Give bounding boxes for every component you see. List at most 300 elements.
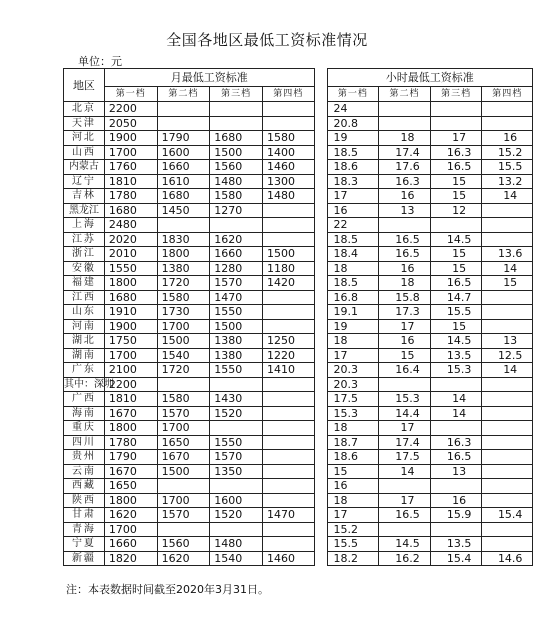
monthly-wage-cell	[262, 522, 314, 537]
hourly-wage-cell	[482, 435, 533, 450]
region-cell: 湖南	[64, 348, 105, 363]
hourly-wage-cell	[482, 377, 533, 392]
monthly-wage-cell: 1700	[104, 522, 157, 537]
monthly-wage-cell: 1620	[104, 508, 157, 523]
region-cell: 广西	[64, 392, 105, 407]
hourly-wage-cell: 13.5	[430, 537, 482, 552]
table-row	[64, 334, 533, 349]
hourly-wage-cell	[482, 290, 533, 305]
monthly-wage-cell: 1700	[104, 348, 157, 363]
monthly-wage-cell	[157, 218, 210, 233]
wage-table-body	[64, 102, 533, 566]
monthly-wage-cell: 1470	[262, 508, 314, 523]
column-gap	[314, 174, 327, 189]
monthly-wage-cell: 1800	[157, 247, 210, 262]
hourly-wage-cell: 18.5	[327, 145, 379, 160]
hourly-wage-cell: 19	[327, 131, 379, 146]
monthly-wage-cell: 1580	[210, 189, 263, 204]
table-row	[64, 305, 533, 320]
hourly-wage-cell	[482, 406, 533, 421]
monthly-wage-cell: 1730	[157, 305, 210, 320]
monthly-wage-cell: 1660	[104, 537, 157, 552]
monthly-wage-cell: 1700	[104, 145, 157, 160]
column-gap	[314, 551, 327, 566]
monthly-wage-cell: 1380	[210, 348, 263, 363]
monthly-wage-cell	[262, 537, 314, 552]
monthly-wage-cell	[157, 479, 210, 494]
monthly-wage-cell: 1750	[104, 334, 157, 349]
hourly-wage-cell	[482, 464, 533, 479]
hourly-wage-cell: 18	[327, 421, 379, 436]
region-cell: 新疆	[64, 551, 105, 566]
hourly-wage-cell: 14.7	[430, 290, 482, 305]
hourly-wage-cell: 18	[327, 334, 379, 349]
table-row	[64, 363, 533, 378]
hourly-wage-cell: 16.5	[379, 508, 431, 523]
monthly-wage-cell	[157, 377, 210, 392]
column-gap	[314, 508, 327, 523]
hourly-wage-cell	[430, 102, 482, 117]
hourly-wage-cell: 18.6	[327, 160, 379, 175]
monthly-wage-cell: 1570	[210, 276, 263, 291]
monthly-wage-cell: 1670	[157, 450, 210, 465]
region-cell: 贵州	[64, 450, 105, 465]
table-row	[64, 261, 533, 276]
monthly-wage-cell	[157, 102, 210, 117]
hourly-tier-1-header: 第一档	[327, 87, 379, 102]
monthly-wage-cell: 1550	[104, 261, 157, 276]
monthly-wage-cell: 1720	[157, 363, 210, 378]
monthly-wage-cell: 1380	[210, 334, 263, 349]
hourly-wage-cell: 15.5	[430, 305, 482, 320]
column-gap	[314, 464, 327, 479]
hourly-wage-cell: 18.2	[327, 551, 379, 566]
monthly-wage-cell: 1900	[104, 319, 157, 334]
monthly-wage-cell: 1180	[262, 261, 314, 276]
hourly-wage-cell: 15.9	[430, 508, 482, 523]
monthly-wage-cell	[262, 232, 314, 247]
column-gap	[314, 348, 327, 363]
table-row	[64, 247, 533, 262]
hourly-wage-cell: 15.8	[379, 290, 431, 305]
monthly-wage-cell: 1500	[157, 464, 210, 479]
region-cell: 浙江	[64, 247, 105, 262]
table-row	[64, 392, 533, 407]
region-cell: 云南	[64, 464, 105, 479]
table-row	[64, 479, 533, 494]
monthly-wage-cell: 1560	[157, 537, 210, 552]
hourly-wage-cell: 16.3	[430, 145, 482, 160]
hourly-wage-cell: 18	[327, 261, 379, 276]
column-gap	[314, 450, 327, 465]
footnote: 注：本表数据时间截至2020年3月31日。	[66, 583, 269, 596]
hourly-wage-cell: 15	[379, 348, 431, 363]
hourly-wage-cell: 17	[327, 189, 379, 204]
monthly-wage-cell	[262, 435, 314, 450]
monthly-wage-cell: 1670	[104, 464, 157, 479]
monthly-wage-cell: 1680	[210, 131, 263, 146]
column-gap	[314, 145, 327, 160]
monthly-wage-cell: 1790	[104, 450, 157, 465]
hourly-wage-cell	[482, 232, 533, 247]
table-row	[64, 406, 533, 421]
monthly-wage-cell: 1400	[262, 145, 314, 160]
hourly-wage-cell: 13	[482, 334, 533, 349]
hourly-wage-cell: 15.2	[482, 145, 533, 160]
hourly-wage-cell: 13.5	[430, 348, 482, 363]
table-row	[64, 348, 533, 363]
hourly-tier-4-header: 第四档	[482, 87, 533, 102]
monthly-wage-cell	[262, 218, 314, 233]
region-cell: 宁夏	[64, 537, 105, 552]
hourly-wage-cell	[482, 319, 533, 334]
hourly-tier-2-header: 第二档	[379, 87, 431, 102]
monthly-wage-cell: 1480	[210, 174, 263, 189]
hourly-wage-cell	[430, 377, 482, 392]
hourly-wage-cell: 14	[482, 363, 533, 378]
table-row	[64, 203, 533, 218]
region-cell: 天津	[64, 116, 105, 131]
hourly-wage-cell	[379, 377, 431, 392]
hourly-wage-cell: 14.6	[482, 551, 533, 566]
hourly-wage-cell: 16.5	[430, 276, 482, 291]
monthly-wage-cell	[210, 116, 263, 131]
column-gap	[314, 232, 327, 247]
region-cell: 陕西	[64, 493, 105, 508]
hourly-wage-cell: 17	[327, 508, 379, 523]
hourly-wage-cell: 15	[430, 261, 482, 276]
region-cell: 黑龙江	[64, 203, 105, 218]
monthly-wage-cell: 1700	[157, 493, 210, 508]
hourly-wage-cell	[430, 218, 482, 233]
monthly-wage-cell	[262, 102, 314, 117]
monthly-wage-cell: 1580	[262, 131, 314, 146]
hourly-wage-cell: 17.3	[379, 305, 431, 320]
hourly-wage-cell: 14.5	[430, 232, 482, 247]
column-gap	[314, 493, 327, 508]
monthly-wage-cell: 1430	[210, 392, 263, 407]
monthly-wage-cell	[262, 406, 314, 421]
wage-table	[63, 68, 533, 566]
hourly-wage-cell: 18	[379, 276, 431, 291]
monthly-wage-cell: 1350	[210, 464, 263, 479]
monthly-wage-cell	[262, 319, 314, 334]
monthly-wage-cell: 2020	[104, 232, 157, 247]
hourly-wage-cell: 17	[327, 348, 379, 363]
hourly-wage-cell: 14.5	[430, 334, 482, 349]
unit-label: 单位：元	[78, 55, 122, 68]
monthly-wage-cell: 1570	[157, 406, 210, 421]
hourly-wage-cell	[482, 421, 533, 436]
monthly-wage-cell: 1410	[262, 363, 314, 378]
hourly-wage-cell: 18.4	[327, 247, 379, 262]
region-cell: 内蒙古	[64, 160, 105, 175]
hourly-wage-cell: 13	[430, 464, 482, 479]
monthly-tier-1-header: 第一档	[104, 87, 157, 102]
monthly-wage-cell: 1680	[104, 290, 157, 305]
monthly-wage-cell	[262, 493, 314, 508]
hourly-wage-cell: 14	[430, 406, 482, 421]
hourly-wage-cell: 17	[379, 421, 431, 436]
monthly-wage-cell: 1550	[210, 435, 263, 450]
monthly-wage-cell	[262, 450, 314, 465]
monthly-wage-cell	[210, 479, 263, 494]
monthly-wage-cell: 1780	[104, 189, 157, 204]
monthly-wage-cell: 1550	[210, 363, 263, 378]
hourly-wage-cell	[482, 450, 533, 465]
column-gap	[314, 116, 327, 131]
hourly-wage-cell: 17	[379, 493, 431, 508]
monthly-tier-4-header: 第四档	[262, 87, 314, 102]
monthly-wage-cell: 1700	[157, 319, 210, 334]
hourly-wage-cell: 15.5	[327, 537, 379, 552]
monthly-wage-cell: 1450	[157, 203, 210, 218]
hourly-wage-cell: 19	[327, 319, 379, 334]
hourly-wage-cell: 24	[327, 102, 379, 117]
monthly-tier-2-header: 第二档	[157, 87, 210, 102]
region-cell: 江苏	[64, 232, 105, 247]
table-row	[64, 522, 533, 537]
column-gap	[314, 421, 327, 436]
hourly-tier-3-header: 第三档	[430, 87, 482, 102]
monthly-wage-cell	[262, 305, 314, 320]
hourly-wage-cell	[482, 102, 533, 117]
table-row	[64, 145, 533, 160]
table-row	[64, 160, 533, 175]
hourly-wage-cell: 18.5	[327, 276, 379, 291]
hourly-wage-cell: 20.8	[327, 116, 379, 131]
monthly-wage-cell: 1500	[210, 319, 263, 334]
hourly-wage-cell: 17.5	[327, 392, 379, 407]
table-row	[64, 232, 533, 247]
hourly-wage-cell: 16	[379, 334, 431, 349]
hourly-wage-cell: 17	[379, 319, 431, 334]
monthly-wage-cell: 1500	[210, 145, 263, 160]
monthly-wage-cell: 1500	[262, 247, 314, 262]
hourly-wage-cell	[482, 493, 533, 508]
hourly-wage-cell: 17.5	[379, 450, 431, 465]
table-row	[64, 435, 533, 450]
column-gap	[314, 392, 327, 407]
hourly-wage-cell	[430, 421, 482, 436]
hourly-wage-cell: 13.2	[482, 174, 533, 189]
hourly-wage-cell: 15.4	[482, 508, 533, 523]
hourly-wage-cell: 17.6	[379, 160, 431, 175]
monthly-wage-cell: 1650	[157, 435, 210, 450]
hourly-wage-cell: 15.3	[430, 363, 482, 378]
hourly-wage-cell: 15.3	[327, 406, 379, 421]
column-gap	[314, 247, 327, 262]
column-gap	[314, 218, 327, 233]
column-gap	[314, 435, 327, 450]
monthly-wage-cell: 1580	[157, 392, 210, 407]
header-row-tiers	[64, 87, 533, 102]
region-cell: 重庆	[64, 421, 105, 436]
hourly-wage-cell: 20.3	[327, 377, 379, 392]
table-row	[64, 116, 533, 131]
hourly-wage-cell: 15	[430, 189, 482, 204]
hourly-header: 小时最低工资标准	[327, 69, 532, 87]
monthly-wage-cell: 1790	[157, 131, 210, 146]
monthly-wage-cell	[210, 218, 263, 233]
table-row	[64, 102, 533, 117]
hourly-wage-cell: 18	[379, 131, 431, 146]
monthly-wage-cell	[262, 290, 314, 305]
region-cell: 河南	[64, 319, 105, 334]
hourly-wage-cell	[379, 102, 431, 117]
monthly-wage-cell: 2200	[104, 102, 157, 117]
monthly-tier-3-header: 第三档	[210, 87, 263, 102]
hourly-wage-cell: 17	[430, 131, 482, 146]
hourly-wage-cell	[482, 537, 533, 552]
monthly-wage-cell: 1620	[157, 551, 210, 566]
table-row	[64, 319, 533, 334]
table-row	[64, 551, 533, 566]
table-row	[64, 377, 533, 392]
monthly-wage-cell: 1220	[262, 348, 314, 363]
monthly-wage-cell	[210, 522, 263, 537]
column-gap	[314, 189, 327, 204]
table-row	[64, 131, 533, 146]
hourly-wage-cell: 15.2	[327, 522, 379, 537]
monthly-wage-cell: 1580	[157, 290, 210, 305]
hourly-wage-cell: 15.3	[379, 392, 431, 407]
monthly-wage-cell: 1900	[104, 131, 157, 146]
hourly-wage-cell: 14.4	[379, 406, 431, 421]
column-gap	[314, 203, 327, 218]
hourly-wage-cell: 15.5	[482, 160, 533, 175]
monthly-wage-cell: 1830	[157, 232, 210, 247]
monthly-wage-cell: 1610	[157, 174, 210, 189]
monthly-wage-cell: 1780	[104, 435, 157, 450]
hourly-wage-cell: 16.4	[379, 363, 431, 378]
hourly-wage-cell: 16.8	[327, 290, 379, 305]
monthly-wage-cell: 2200	[104, 377, 157, 392]
hourly-wage-cell: 20.3	[327, 363, 379, 378]
region-cell: 北京	[64, 102, 105, 117]
hourly-wage-cell: 16	[482, 131, 533, 146]
monthly-wage-cell: 1600	[210, 493, 263, 508]
monthly-wage-cell	[262, 116, 314, 131]
table-row	[64, 450, 533, 465]
column-gap	[314, 537, 327, 552]
hourly-wage-cell	[379, 479, 431, 494]
column-gap	[314, 131, 327, 146]
hourly-wage-cell: 16	[379, 261, 431, 276]
region-cell: 山东	[64, 305, 105, 320]
region-cell: 四川	[64, 435, 105, 450]
monthly-wage-cell: 1420	[262, 276, 314, 291]
hourly-wage-cell: 17.4	[379, 145, 431, 160]
hourly-wage-cell: 18.6	[327, 450, 379, 465]
hourly-wage-cell: 15	[482, 276, 533, 291]
monthly-wage-cell: 1600	[157, 145, 210, 160]
monthly-wage-cell: 1800	[104, 493, 157, 508]
hourly-wage-cell	[379, 218, 431, 233]
region-cell: 河北	[64, 131, 105, 146]
monthly-wage-cell: 1470	[210, 290, 263, 305]
column-gap	[314, 522, 327, 537]
hourly-wage-cell	[482, 305, 533, 320]
hourly-wage-cell	[379, 116, 431, 131]
hourly-wage-cell: 15	[430, 319, 482, 334]
hourly-wage-cell: 13.6	[482, 247, 533, 262]
column-gap	[314, 276, 327, 291]
region-cell: 甘肃	[64, 508, 105, 523]
monthly-wage-cell: 1680	[157, 189, 210, 204]
hourly-wage-cell: 14	[482, 261, 533, 276]
hourly-wage-cell	[379, 522, 431, 537]
region-cell: 山西	[64, 145, 105, 160]
hourly-wage-cell: 18.7	[327, 435, 379, 450]
hourly-wage-cell: 16.5	[379, 247, 431, 262]
hourly-wage-cell: 16	[327, 479, 379, 494]
page-title: 全国各地区最低工资标准情况	[166, 31, 368, 49]
region-cell: 福建	[64, 276, 105, 291]
table-row	[64, 464, 533, 479]
hourly-wage-cell: 19.1	[327, 305, 379, 320]
column-gap	[314, 69, 327, 102]
hourly-wage-cell: 15.4	[430, 551, 482, 566]
hourly-wage-cell	[430, 116, 482, 131]
monthly-wage-cell: 1700	[157, 421, 210, 436]
column-gap	[314, 479, 327, 494]
monthly-wage-cell: 1480	[262, 189, 314, 204]
hourly-wage-cell: 17.4	[379, 435, 431, 450]
monthly-wage-cell: 1300	[262, 174, 314, 189]
monthly-wage-cell: 1460	[262, 551, 314, 566]
header-row-groups	[64, 69, 533, 87]
monthly-wage-cell	[210, 421, 263, 436]
hourly-wage-cell: 16.5	[379, 232, 431, 247]
region-header: 地区	[64, 69, 105, 102]
monthly-wage-cell	[262, 464, 314, 479]
hourly-wage-cell	[482, 522, 533, 537]
monthly-wage-cell: 1540	[210, 551, 263, 566]
monthly-wage-cell: 1910	[104, 305, 157, 320]
monthly-wage-cell: 1800	[104, 421, 157, 436]
hourly-wage-cell	[482, 479, 533, 494]
monthly-wage-cell: 1380	[157, 261, 210, 276]
column-gap	[314, 305, 327, 320]
monthly-wage-cell: 1660	[210, 247, 263, 262]
hourly-wage-cell: 15	[327, 464, 379, 479]
monthly-wage-cell: 1800	[104, 276, 157, 291]
region-cell: 辽宁	[64, 174, 105, 189]
table-row	[64, 174, 533, 189]
region-cell: 吉林	[64, 189, 105, 204]
table-row	[64, 493, 533, 508]
region-cell: 其中：深圳	[64, 378, 114, 390]
region-cell: 湖北	[64, 334, 105, 349]
column-gap	[314, 290, 327, 305]
table-row	[64, 421, 533, 436]
region-cell: 西藏	[64, 479, 105, 494]
hourly-wage-cell: 15	[430, 174, 482, 189]
column-gap	[314, 319, 327, 334]
table-row	[64, 189, 533, 204]
hourly-wage-cell: 22	[327, 218, 379, 233]
region-cell: 江西	[64, 290, 105, 305]
hourly-wage-cell	[430, 479, 482, 494]
monthly-wage-cell: 1500	[157, 334, 210, 349]
hourly-wage-cell	[482, 392, 533, 407]
table-row	[64, 290, 533, 305]
monthly-wage-cell	[262, 377, 314, 392]
monthly-wage-cell	[262, 479, 314, 494]
monthly-wage-cell: 1520	[210, 406, 263, 421]
hourly-wage-cell: 16	[327, 203, 379, 218]
